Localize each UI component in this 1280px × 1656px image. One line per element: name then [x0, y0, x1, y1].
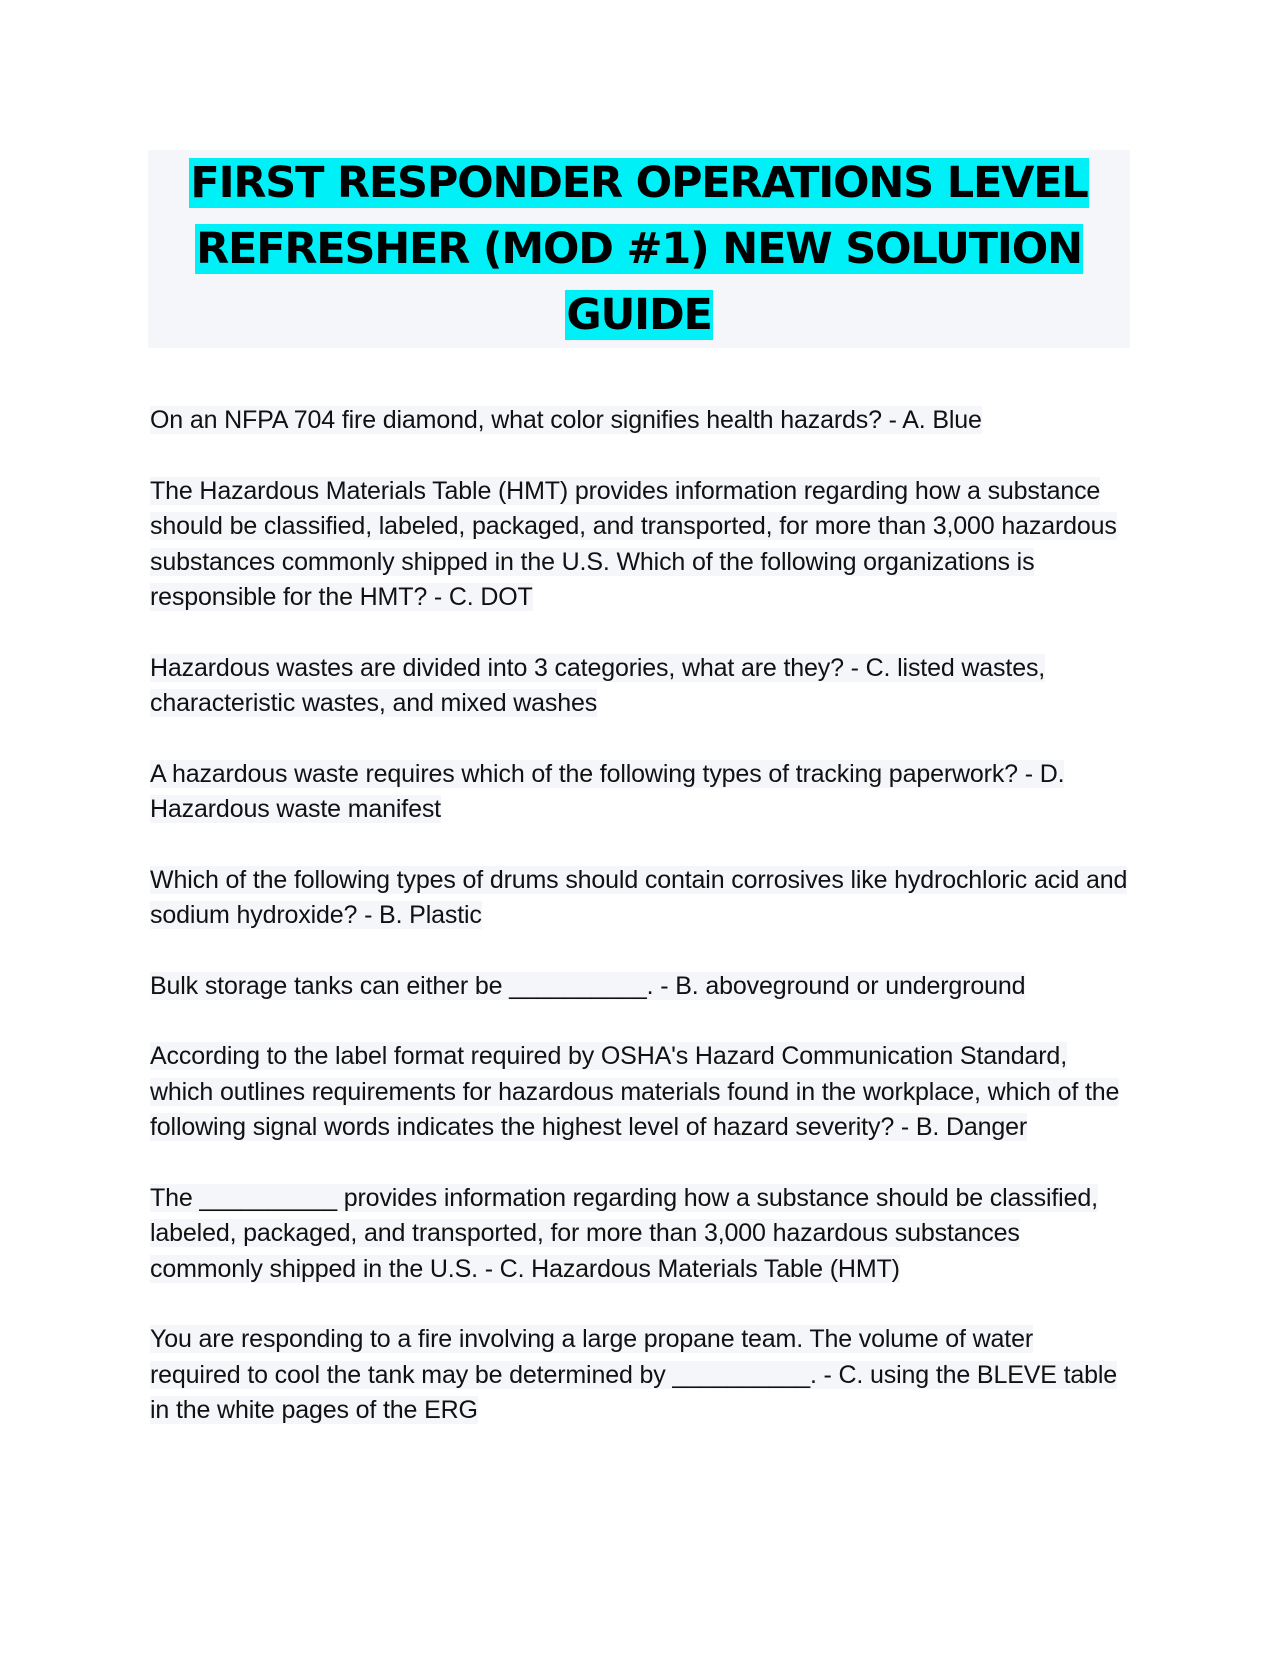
qa-item-5 — [150, 863, 1130, 934]
qa-item-text: The Hazardous Materials Table (HMT) provides information regarding how a substance should be classified, labeled, packaged, and transported, for more than 3,000 hazardous substances commonly shipped in the U.S. Which of the following organizations is responsible for the HMT? - C. DOT — [150, 476, 1117, 611]
qa-item-text: Hazardous wastes are divided into 3 categories, what are they? - C. listed wastes, characteristic wastes, and mixed washes — [150, 653, 1046, 717]
qa-item-text: On an NFPA 704 fire diamond, what color signifies health hazards? - A. Blue — [150, 406, 982, 434]
document-title — [148, 150, 1130, 348]
qa-item-text: A hazardous waste requires which of the following types of tracking paperwork? - D. Hazardous waste manifest — [150, 759, 1065, 823]
title-line-1: FIRST RESPONDER OPERATIONS LEVEL — [190, 158, 1088, 208]
qa-item-2 — [150, 474, 1130, 616]
title-line-2: REFRESHER (MOD #1) NEW SOLUTION — [196, 224, 1082, 274]
qa-item-text: The __________ provides information regarding how a substance should be classified, labeled, packaged, and transported, for more than 3,000 hazardous substances commonly shipped in the U.S. - C. Hazardous Materials Table (HMT) — [150, 1183, 1098, 1283]
title-block — [148, 150, 1130, 348]
qa-item-9 — [150, 1322, 1130, 1429]
qa-item-text: Bulk storage tanks can either be __________. - B. aboveground or underground — [150, 971, 1026, 1000]
qa-item-7 — [150, 1039, 1130, 1146]
qa-item-text: Which of the following types of drums should contain corrosives like hydrochloric acid and sodium hydroxide? - B. Plastic — [150, 865, 1128, 929]
qa-item-8 — [150, 1181, 1130, 1288]
qa-item-1 — [150, 403, 1130, 439]
qa-item-6 — [150, 969, 1130, 1005]
qa-item-text: You are responding to a fire involving a large propane team. The volume of water required to cool the tank may be determined by __________. - C. using the BLEVE table in the white pages of the ERG — [150, 1325, 1118, 1424]
qa-item-text: According to the label format required by OSHA's Hazard Communication Standard, which outlines requirements for hazardous materials found in the workplace, which of the following signal words indicates the highest level of hazard severity? - B. Danger — [150, 1042, 1120, 1141]
qa-item-4 — [150, 757, 1130, 828]
qa-list — [150, 403, 1130, 1464]
qa-item-3 — [150, 651, 1130, 722]
title-line-3: GUIDE — [566, 290, 712, 340]
